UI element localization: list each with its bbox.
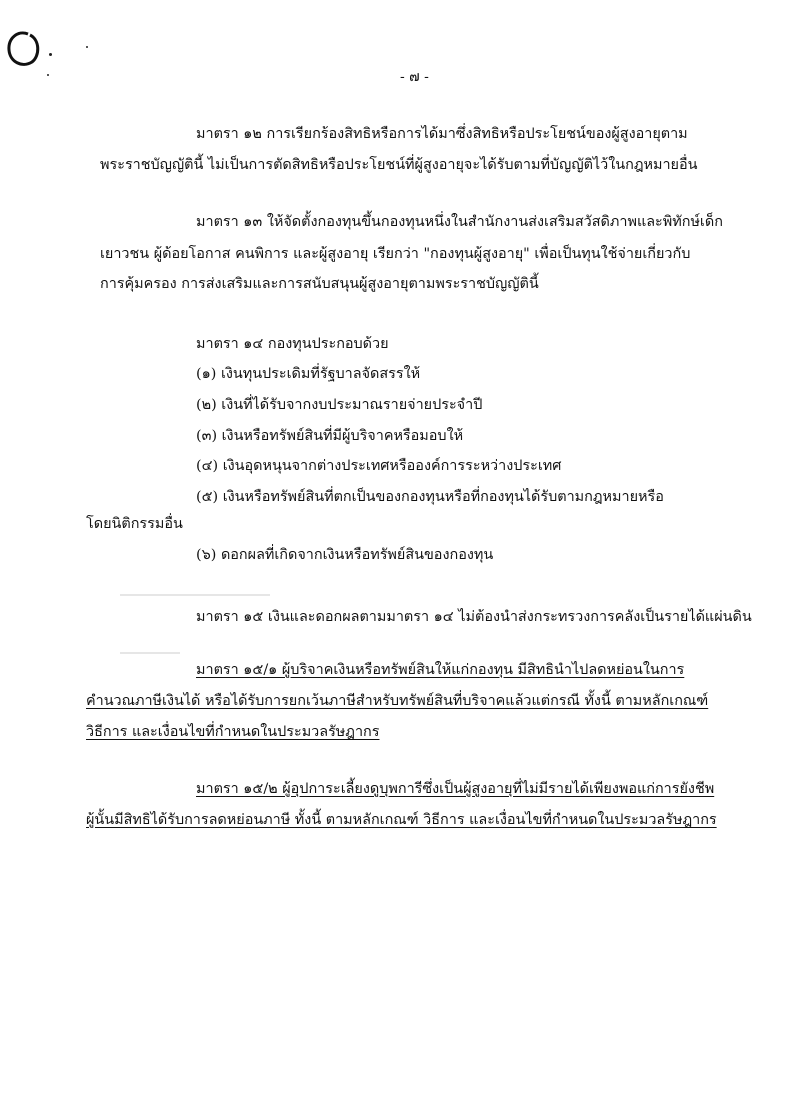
scan-smudge <box>120 652 180 654</box>
section-12-line-1: มาตรา ๑๒ การเรียกร้องสิทธิหรือการได้มาซึ่งสิทธิหรือประโยชน์ของผู้สูงอายุตาม <box>196 126 688 142</box>
section-15-1-line-3: วิธีการ และเงื่อนไขที่กำหนดในประมวลรัษฎากร <box>86 724 380 740</box>
section-14-item-5: (๕) เงินหรือทรัพย์สินที่ตกเป็นของกองทุนหรือที่กองทุนได้รับตามกฎหมายหรือ <box>196 489 664 505</box>
section-14-item-5-continued: โดยนิติกรรมอื่น <box>86 516 183 532</box>
page-number: - ๗ - <box>400 69 429 85</box>
section-13-line-2: เยาวชน ผู้ด้อยโอกาส คนพิการ และผู้สูงอายุ เรียกว่า "กองทุนผู้สูงอายุ" เพื่อเป็นทุนใช้จ่ายเกี่ยวกับ <box>100 246 691 262</box>
section-13-line-3: การคุ้มครอง การส่งเสริมและการสนับสนุนผู้สูงอายุตามพระราชบัญญัตินี้ <box>100 276 539 292</box>
section-14-item-2: (๒) เงินที่ได้รับจากงบประมาณรายจ่ายประจำปี <box>196 397 483 413</box>
scan-smudge <box>120 594 270 596</box>
speck-dot <box>86 46 88 48</box>
section-14-heading: มาตรา ๑๔ กองทุนประกอบด้วย <box>196 336 389 352</box>
section-15-1-line-2: คำนวณภาษีเงินได้ หรือได้รับการยกเว้นภาษีสำหรับทรัพย์สินที่บริจาคแล้วแต่กรณี ทั้งนี้ ตามหลักเกณฑ์ <box>86 693 709 709</box>
section-13-line-1: มาตรา ๑๓ ให้จัดตั้งกองทุนขึ้นกองทุนหนึ่งในสำนักงานส่งเสริมสวัสดิภาพและพิทักษ์เด็ก <box>196 214 723 230</box>
section-15-1-line-1: มาตรา ๑๕/๑ ผู้บริจาคเงินหรือทรัพย์สินให้แก่กองทุน มีสิทธินำไปลดหย่อนในการ <box>196 662 685 678</box>
section-14-item-3: (๓) เงินหรือทรัพย์สินที่มีผู้บริจาคหรือมอบให้ <box>196 428 464 444</box>
circle-mark-icon <box>4 28 44 70</box>
section-15-line-1: มาตรา ๑๕ เงินและดอกผลตามมาตรา ๑๔ ไม่ต้องนำส่งกระทรวงการคลังเป็นรายได้แผ่นดิน <box>196 609 752 625</box>
section-14-item-1: (๑) เงินทุนประเดิมที่รัฐบาลจัดสรรให้ <box>196 366 421 382</box>
section-15-2-line-1: มาตรา ๑๕/๒ ผู้อุปการะเลี้ยงดูบุพการีซึ่งเป็นผู้สูงอายุที่ไม่มีรายได้เพียงพอแก่การยังชีพ <box>196 781 715 797</box>
speck-dot <box>49 53 52 56</box>
section-12-line-2: พระราชบัญญัตินี้ ไม่เป็นการตัดสิทธิหรือประโยชน์ที่ผู้สูงอายุจะได้รับตามที่บัญญัติไว้ในกฎหมายอื่น <box>100 157 698 173</box>
speck-dot <box>47 74 49 76</box>
section-14-item-4: (๔) เงินอุดหนุนจากต่างประเทศหรือองค์การระหว่างประเทศ <box>196 458 562 474</box>
section-15-2-line-2: ผู้นั้นมีสิทธิได้รับการลดหย่อนภาษี ทั้งนี้ ตามหลักเกณฑ์ วิธีการ และเงื่อนไขที่กำหนดในประมวลรัษฎากร <box>86 812 717 828</box>
section-14-item-6: (๖) ดอกผลที่เกิดจากเงินหรือทรัพย์สินของกองทุน <box>196 547 494 563</box>
